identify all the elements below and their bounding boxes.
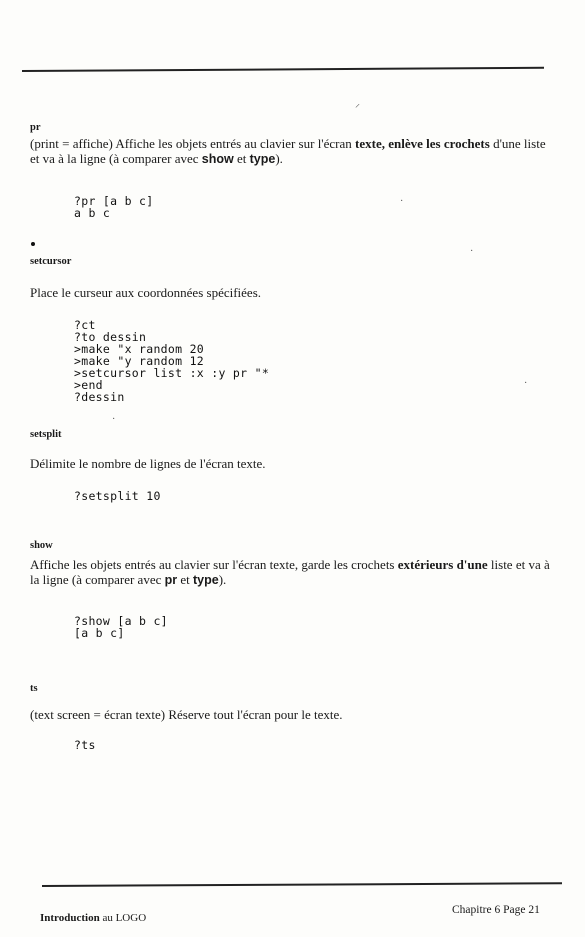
keyword-pr: pr bbox=[164, 573, 178, 587]
keyword-type: type bbox=[193, 573, 219, 587]
scan-artifact: · bbox=[524, 378, 528, 389]
desc-text: d'une liste et va à la ligne (à comparer avec bbox=[30, 136, 546, 166]
entry-term-pr: pr bbox=[30, 122, 41, 133]
footer-title-bold: Introduction bbox=[40, 912, 100, 924]
footer-book-title bbox=[40, 912, 146, 924]
bullet-mark bbox=[31, 242, 35, 246]
scan-artifact: · bbox=[470, 246, 474, 257]
code-example-setsplit: ?setsplit 10 bbox=[74, 489, 161, 503]
desc-text: et bbox=[233, 151, 250, 166]
code-example-setcursor: ?ct ?to dessin >make "x random 20 >make "y random 12 >setcursor list :x :y pr "* >end ?dessin bbox=[74, 318, 270, 404]
code-example-ts: ?ts bbox=[74, 738, 96, 752]
header-rule bbox=[22, 67, 544, 72]
entry-desc-show bbox=[30, 557, 555, 588]
entry-desc-pr bbox=[30, 136, 555, 167]
entry-desc-setsplit: Délimite le nombre de lignes de l'écran texte. bbox=[30, 456, 266, 471]
entry-term-setsplit: setsplit bbox=[30, 429, 62, 440]
keyword-type: type bbox=[249, 152, 276, 166]
entry-term-ts: ts bbox=[30, 683, 38, 694]
footer-rule bbox=[42, 882, 562, 886]
code-example-pr: ?pr [a b c] a b c bbox=[74, 194, 154, 220]
code-example-show: ?show [a b c] [a b c] bbox=[74, 614, 168, 640]
entry-desc-setcursor: Place le curseur aux coordonnées spécifiées. bbox=[30, 285, 262, 300]
desc-text: Affiche les objets entrés au clavier sur l'écran texte, garde les crochets bbox=[30, 557, 398, 572]
desc-text: ). bbox=[275, 151, 283, 166]
desc-text: liste et va à la ligne (à comparer avec bbox=[30, 557, 550, 587]
scan-artifact: ⸍ bbox=[355, 103, 360, 114]
desc-text: (print = affiche) Affiche les objets entrés au clavier sur l'écran bbox=[30, 136, 356, 151]
scan-artifact: · bbox=[400, 196, 404, 207]
entry-term-show: show bbox=[30, 540, 53, 551]
entry-desc-ts: (text screen = écran texte) Réserve tout l'écran pour le texte. bbox=[30, 707, 343, 722]
entry-term-setcursor: setcursor bbox=[30, 256, 72, 267]
desc-text: ). bbox=[218, 572, 227, 587]
desc-text: et bbox=[177, 572, 194, 587]
footer-page-number: Chapitre 6 Page 21 bbox=[452, 904, 540, 916]
keyword-show: show bbox=[201, 152, 234, 166]
scan-artifact: · bbox=[112, 414, 116, 425]
footer-title-rest: au LOGO bbox=[99, 912, 147, 924]
desc-bold-text: extérieurs d'une bbox=[397, 557, 488, 572]
desc-bold-text: texte, enlève les crochets bbox=[355, 136, 490, 151]
